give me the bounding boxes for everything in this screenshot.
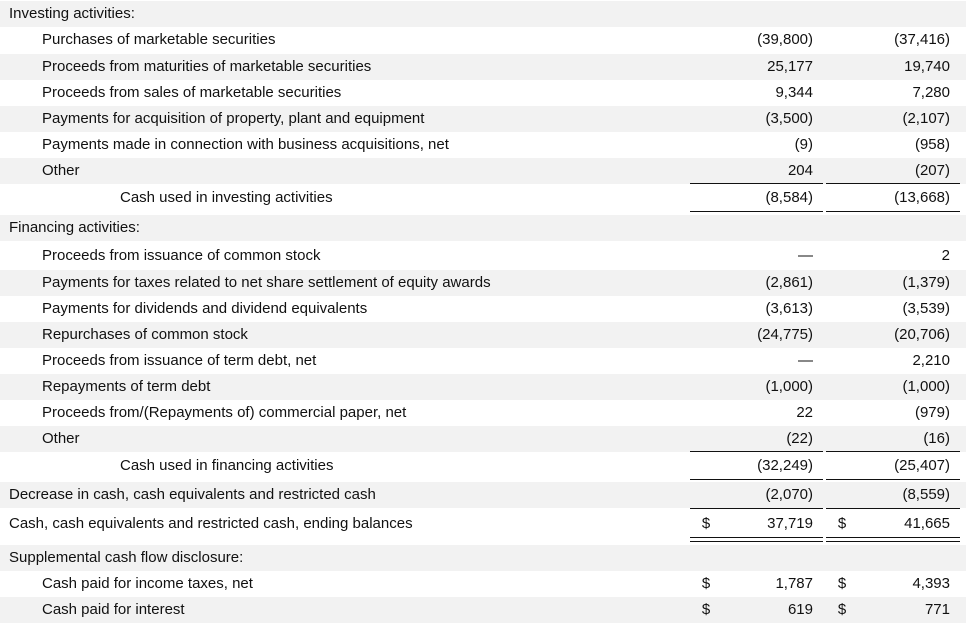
table-row (0, 27, 966, 53)
table-row (0, 296, 966, 322)
section-header-supplemental (0, 545, 966, 571)
subtotal-rule (690, 211, 823, 212)
currency-symbol: $ (701, 515, 711, 532)
row-label: Proceeds from issuance of term debt, net (42, 352, 317, 369)
currency-symbol: $ (837, 575, 847, 592)
value-current: (1,000) (765, 378, 813, 395)
table-row (0, 80, 966, 106)
section-header-financing (0, 215, 966, 241)
currency-symbol: $ (701, 575, 711, 592)
value-current: 22 (796, 404, 813, 421)
subtotal-rule (826, 211, 960, 212)
row-label: Financing activities: (9, 219, 140, 236)
value-current: — (798, 352, 813, 369)
value-current: (39,800) (757, 31, 813, 48)
row-label: Repurchases of common stock (42, 326, 248, 343)
value-current: 9,344 (775, 84, 813, 101)
subtotal-row-financing (0, 453, 966, 479)
row-label: Cash, cash equivalents and restricted cash, ending balances (9, 515, 413, 532)
value-current: 204 (787, 162, 813, 179)
subtotal-rule (826, 508, 960, 509)
row-label: Cash paid for interest (42, 601, 185, 618)
value-current: 37,719 (767, 515, 813, 532)
total-row-decrease (0, 482, 966, 508)
table-row (0, 597, 966, 623)
value-prior: (20,706) (894, 326, 950, 343)
row-label: Payments made in connection with business acquisitions, net (42, 136, 449, 153)
row-label: Decrease in cash, cash equivalents and restricted cash (9, 486, 376, 503)
value-current: (9) (794, 136, 813, 153)
row-label: Purchases of marketable securities (42, 31, 276, 48)
value-prior: (1,000) (902, 378, 950, 395)
row-label: Proceeds from issuance of common stock (42, 247, 321, 264)
row-label: Supplemental cash flow disclosure: (9, 549, 244, 566)
table-row (0, 348, 966, 374)
currency-symbol: $ (701, 601, 711, 618)
value-prior: (8,559) (902, 486, 950, 503)
currency-symbol: $ (837, 515, 847, 532)
subtotal-rule (690, 508, 823, 509)
subtotal-rule (690, 479, 823, 480)
row-label: Cash used in investing activities (120, 189, 333, 206)
value-current: (24,775) (757, 326, 813, 343)
value-prior: (207) (914, 162, 950, 179)
value-prior: (2,107) (902, 110, 950, 127)
subtotal-row-investing (0, 185, 966, 211)
row-label: Other (42, 430, 80, 447)
table-row (0, 243, 966, 269)
value-prior: 2 (941, 247, 950, 264)
table-row (0, 426, 966, 452)
value-prior: 2,210 (912, 352, 950, 369)
value-current: (8,584) (765, 189, 813, 206)
value-prior: 41,665 (904, 515, 950, 532)
value-current: (32,249) (757, 457, 813, 474)
row-label: Other (42, 162, 80, 179)
subtotal-rule (826, 183, 960, 184)
subtotal-rule (826, 451, 960, 452)
value-prior: (16) (923, 430, 950, 447)
subtotal-rule (690, 451, 823, 452)
value-prior: (979) (914, 404, 950, 421)
double-rule (690, 537, 823, 542)
value-prior: (37,416) (894, 31, 950, 48)
value-current: 25,177 (767, 58, 813, 75)
row-label: Proceeds from/(Repayments of) commercial paper, net (42, 404, 407, 421)
row-label: Payments for acquisition of property, plant and equipment (42, 110, 425, 127)
value-current: (2,070) (765, 486, 813, 503)
value-prior: 19,740 (904, 58, 950, 75)
value-current: (22) (786, 430, 813, 447)
subtotal-rule (690, 183, 823, 184)
table-row (0, 571, 966, 597)
value-current: — (798, 247, 813, 264)
value-prior: 4,393 (912, 575, 950, 592)
row-label: Repayments of term debt (42, 378, 211, 395)
row-label: Proceeds from maturities of marketable securities (42, 58, 372, 75)
value-prior: 771 (924, 601, 950, 618)
value-current: 1,787 (775, 575, 813, 592)
subtotal-rule (826, 479, 960, 480)
table-row (0, 106, 966, 132)
row-label: Payments for taxes related to net share settlement of equity awards (42, 274, 491, 291)
row-label: Cash used in financing activities (120, 457, 334, 474)
row-label: Cash paid for income taxes, net (42, 575, 253, 592)
value-current: 619 (787, 601, 813, 618)
table-row (0, 400, 966, 426)
table-row (0, 54, 966, 80)
value-prior: (3,539) (902, 300, 950, 317)
total-row-ending-balance (0, 511, 966, 537)
table-row (0, 270, 966, 296)
table-row (0, 132, 966, 158)
value-current: (2,861) (765, 274, 813, 291)
value-prior: (958) (914, 136, 950, 153)
table-row (0, 158, 966, 184)
value-current: (3,500) (765, 110, 813, 127)
row-label: Proceeds from sales of marketable securities (42, 84, 342, 101)
row-label: Investing activities: (9, 5, 135, 22)
row-label: Payments for dividends and dividend equivalents (42, 300, 368, 317)
value-prior: (13,668) (894, 189, 950, 206)
value-prior: 7,280 (912, 84, 950, 101)
value-current: (3,613) (765, 300, 813, 317)
table-row (0, 374, 966, 400)
double-rule (826, 537, 960, 542)
value-prior: (1,379) (902, 274, 950, 291)
value-prior: (25,407) (894, 457, 950, 474)
section-header-investing (0, 1, 966, 27)
table-row (0, 322, 966, 348)
currency-symbol: $ (837, 601, 847, 618)
